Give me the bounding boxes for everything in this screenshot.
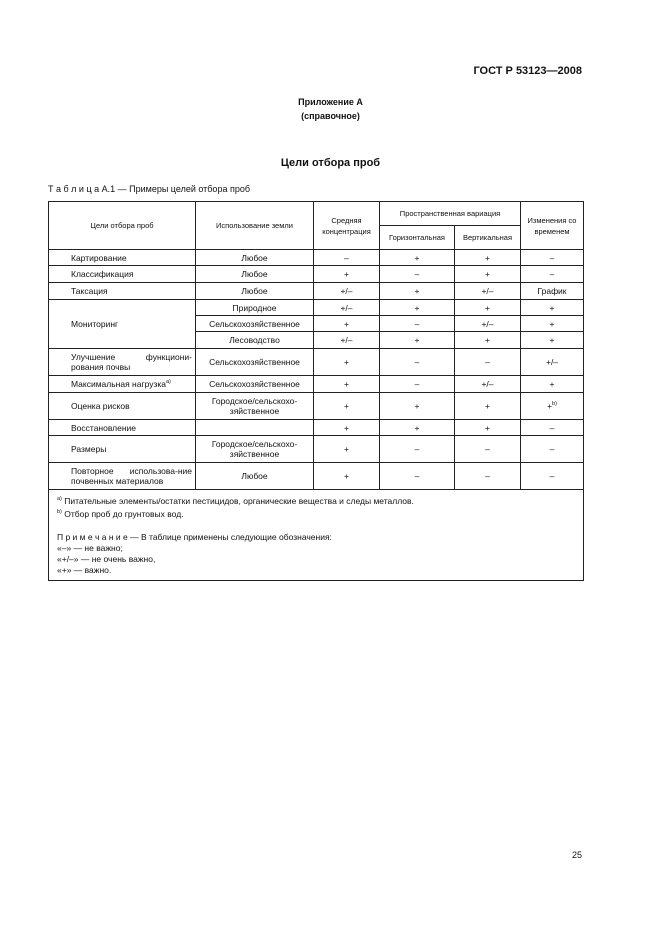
concentration-cell: +: [314, 436, 380, 463]
concentration-cell: +: [314, 393, 380, 420]
table-row: [49, 420, 584, 436]
time-value: +: [547, 401, 553, 411]
horizontal-cell: +: [380, 250, 455, 266]
horizontal-cell: –: [380, 436, 455, 463]
footnote-b: [57, 507, 575, 520]
horizontal-cell: –: [380, 463, 455, 490]
header-spatial-variation: Пространственная вариация: [380, 202, 521, 226]
land-cell: Лесоводство: [196, 332, 314, 349]
vertical-cell: +/–: [455, 376, 521, 393]
vertical-cell: +: [455, 300, 521, 316]
vertical-cell: +: [455, 332, 521, 349]
note-item: «+/–» — не очень важно,: [57, 553, 156, 564]
time-cell: +: [521, 316, 584, 332]
header-horizontal: Горизонтальная: [380, 226, 455, 250]
time-cell: +: [521, 300, 584, 316]
time-cell: –: [521, 266, 584, 283]
table-notes: [49, 490, 584, 581]
section-title: Цели отбора проб: [280, 157, 381, 169]
time-cell: –: [521, 250, 584, 266]
vertical-cell: –: [455, 436, 521, 463]
land-cell: Городское/сельскохо-зяйственное: [196, 436, 314, 463]
note-item: «–» — не важно;: [57, 542, 123, 553]
land-cell: Любое: [196, 283, 314, 300]
time-cell: –: [521, 420, 584, 436]
horizontal-cell: +: [380, 420, 455, 436]
concentration-cell: +: [314, 463, 380, 490]
table-row: [49, 393, 584, 420]
horizontal-cell: +: [380, 393, 455, 420]
land-cell: Сельскохозяйственное: [196, 316, 314, 332]
horizontal-cell: +: [380, 283, 455, 300]
vertical-cell: +/–: [455, 283, 521, 300]
vertical-cell: +: [455, 393, 521, 420]
concentration-cell: +/–: [314, 300, 380, 316]
time-cell: –: [521, 463, 584, 490]
note-text: — В таблице применены следующие обозначения:: [130, 531, 332, 542]
table-row: [49, 463, 584, 490]
appendix-title: Приложение А: [298, 97, 363, 107]
goal-cell: Оценка рисков: [49, 393, 196, 420]
table-row: [49, 376, 584, 393]
concentration-cell: +: [314, 420, 380, 436]
time-cell: [521, 393, 584, 420]
goal-cell: Таксация: [49, 283, 196, 300]
time-cell: График: [521, 283, 584, 300]
goal-cell: Картирование: [49, 250, 196, 266]
appendix-subtitle: (справочное): [301, 111, 360, 121]
table-caption-text: А.1 — Примеры целей отбора проб: [101, 184, 250, 194]
sampling-goals-table: [48, 201, 584, 581]
note-heading: [57, 532, 575, 543]
table-row: [49, 283, 584, 300]
concentration-cell: +/–: [314, 332, 380, 349]
table-caption: [48, 184, 250, 194]
header-land-use: Использование земли: [196, 202, 314, 250]
concentration-cell: +/–: [314, 283, 380, 300]
horizontal-cell: +: [380, 332, 455, 349]
vertical-cell: +: [455, 266, 521, 283]
vertical-cell: +/–: [455, 316, 521, 332]
footnote-a-mark: а): [57, 496, 62, 502]
concentration-cell: +: [314, 376, 380, 393]
goal-cell: Повторное использова-ние почвенных материалов: [49, 463, 196, 490]
concentration-cell: –: [314, 250, 380, 266]
note-item: «+» — важно.: [57, 564, 112, 575]
horizontal-cell: –: [380, 349, 455, 376]
land-cell: Любое: [196, 463, 314, 490]
footnote-b-text: Отбор проб до грунтовых вод.: [64, 508, 184, 519]
page-number: 25: [571, 850, 582, 860]
footnote-a: [57, 494, 575, 507]
horizontal-cell: +: [380, 300, 455, 316]
vertical-cell: –: [455, 463, 521, 490]
land-cell: Природное: [196, 300, 314, 316]
vertical-cell: +: [455, 420, 521, 436]
header-vertical: Вертикальная: [455, 226, 521, 250]
vertical-cell: –: [455, 349, 521, 376]
land-cell: Любое: [196, 266, 314, 283]
goal-cell: Мониторинг: [49, 300, 196, 349]
goal-cell: [49, 376, 196, 393]
table-row: [49, 250, 584, 266]
time-cell: +/–: [521, 349, 584, 376]
land-cell: Сельскохозяйственное: [196, 349, 314, 376]
table-row: [49, 436, 584, 463]
goal-cell: Классификация: [49, 266, 196, 283]
time-cell: –: [521, 436, 584, 463]
concentration-cell: +: [314, 316, 380, 332]
footnote-a-text: Питательные элементы/остатки пестицидов, органические вещества и следы металлов.: [64, 495, 414, 506]
goal-text: Максимальная нагрузка: [71, 379, 166, 389]
header-goals: Цели отбора проб: [49, 202, 196, 250]
time-cell: +: [521, 376, 584, 393]
footnote-b-mark: b): [57, 508, 62, 515]
table-row: [49, 266, 584, 283]
concentration-cell: +: [314, 349, 380, 376]
vertical-cell: +: [455, 250, 521, 266]
header-avg-concentration: Средняя концентрация: [314, 202, 380, 250]
land-cell: Сельскохозяйственное: [196, 376, 314, 393]
header-time-changes: Изменения со временем: [521, 202, 584, 250]
goal-cell: Улучшение функциони-рования почвы: [49, 349, 196, 376]
standard-number: ГОСТ Р 53123—2008: [473, 65, 582, 77]
horizontal-cell: –: [380, 376, 455, 393]
appendix-heading: [0, 95, 661, 123]
land-cell: Любое: [196, 250, 314, 266]
table-row: [49, 300, 584, 316]
goal-cell: Размеры: [49, 436, 196, 463]
land-cell: [196, 420, 314, 436]
horizontal-cell: –: [380, 266, 455, 283]
land-cell: Городское/сельскохо-зяйственное: [196, 393, 314, 420]
concentration-cell: +: [314, 266, 380, 283]
footnote-b-ref: b): [552, 401, 557, 408]
footnote-a-ref: а): [166, 379, 171, 386]
time-cell: +: [521, 332, 584, 349]
horizontal-cell: –: [380, 316, 455, 332]
table-row: [49, 349, 584, 376]
notes-row: [49, 490, 584, 581]
table-caption-label: Т а б л и ц а: [48, 184, 100, 194]
goal-cell: Восстановление: [49, 420, 196, 436]
note-label: П р и м е ч а н и е: [57, 531, 128, 542]
